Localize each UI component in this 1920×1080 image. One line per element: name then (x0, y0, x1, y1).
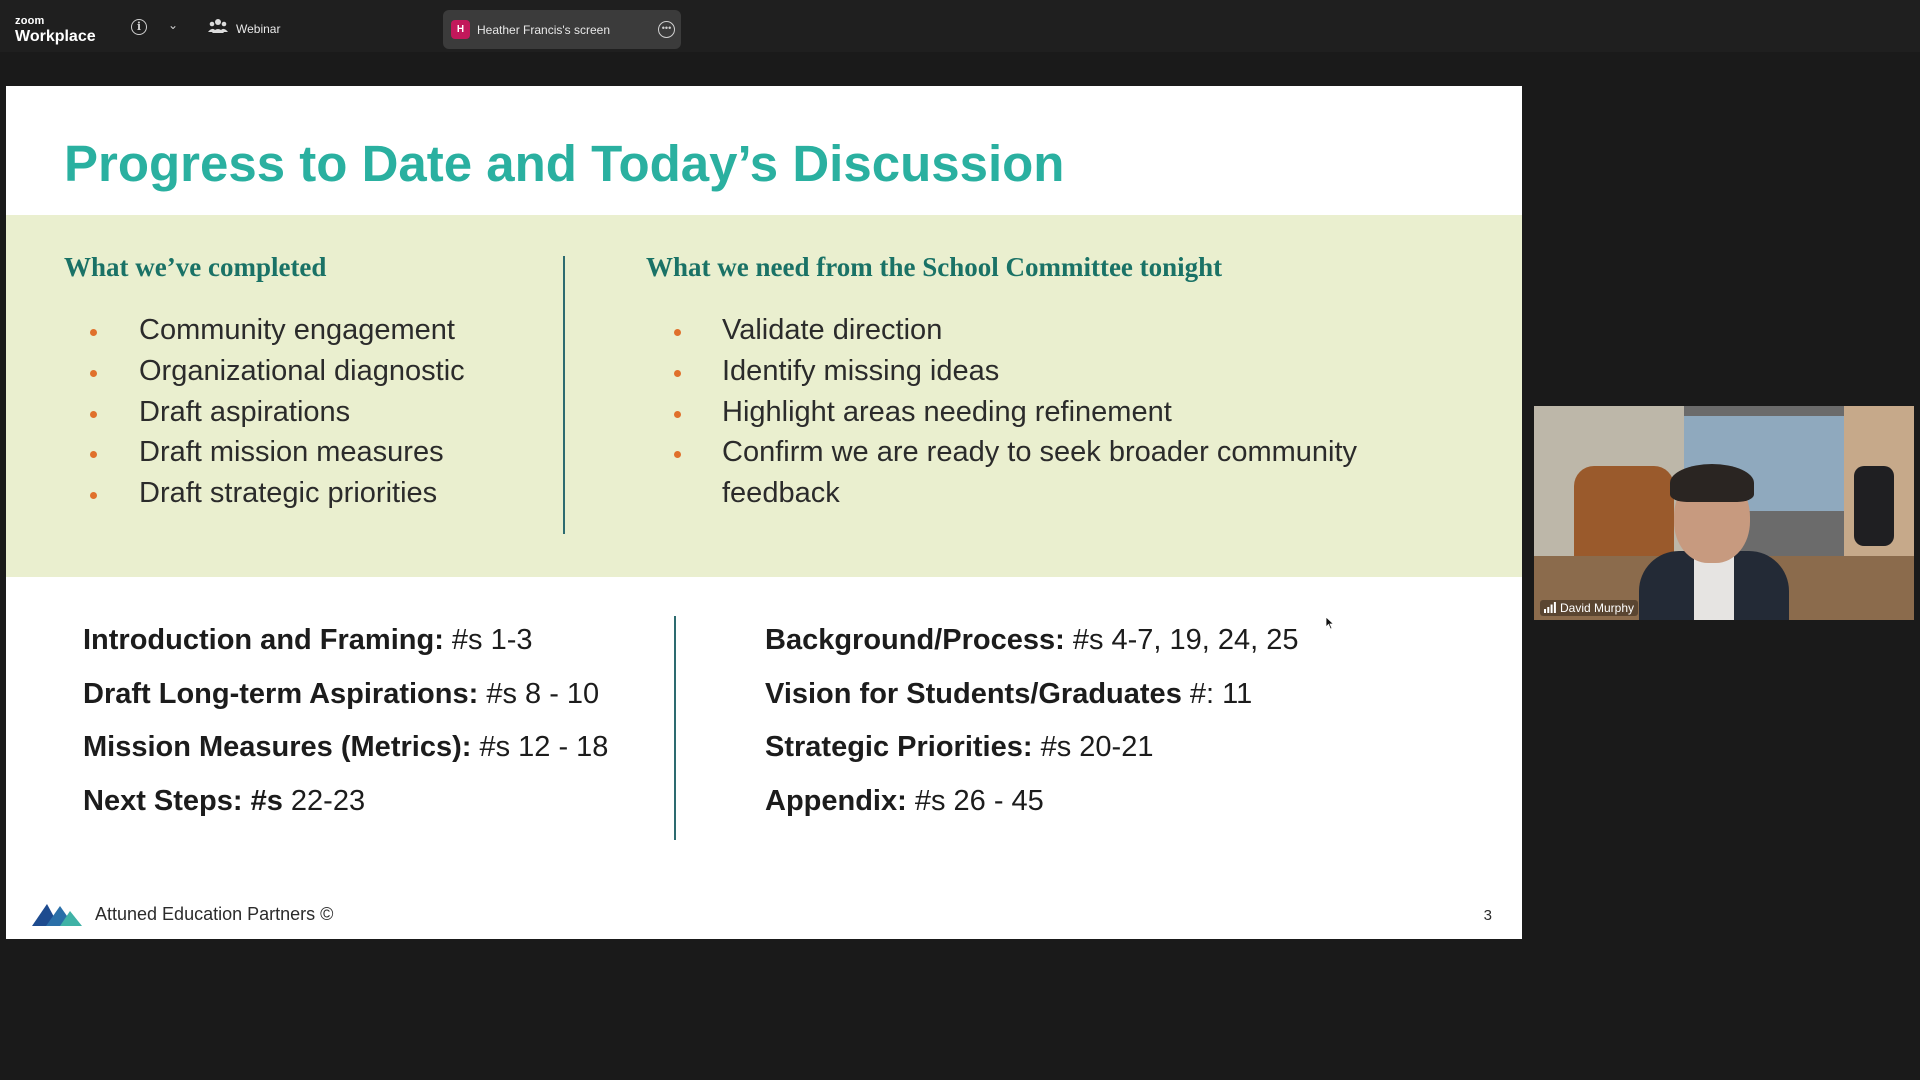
list-item: Draft aspirations (64, 392, 465, 433)
video-person-shirt (1694, 556, 1734, 620)
footer-text: Attuned Education Partners © (95, 904, 334, 924)
signal-icon (1544, 602, 1556, 613)
bullet-dot (90, 451, 97, 458)
list-item: Highlight areas needing refinement (646, 392, 1357, 433)
agenda-row: Mission Measures (Metrics): #s 12 - 18 (83, 731, 609, 763)
page-number: 3 (1483, 907, 1492, 924)
agenda-row: Appendix: #s 26 - 45 (765, 784, 1044, 817)
participant-name: David Murphy (1560, 601, 1635, 615)
logo-top: zoom (15, 15, 45, 27)
sharer-avatar: H (451, 20, 470, 39)
list-item: Confirm we are ready to seek broader community (646, 432, 1357, 473)
column-divider (563, 256, 565, 534)
bullet-dot (674, 411, 681, 418)
company-logo (32, 902, 82, 926)
bullet-dot (90, 370, 97, 377)
slide-title: Progress to Date and Today’s Discussion (64, 135, 1065, 192)
agenda-right (765, 620, 1299, 834)
video-person-hair (1670, 464, 1754, 502)
list-item: Community engagement (64, 310, 465, 351)
more-icon[interactable]: ••• (658, 21, 675, 38)
list-item-continuation: feedback (722, 477, 840, 510)
chevron-down-icon[interactable]: ⌄ (168, 18, 179, 32)
bullet-dot (674, 451, 681, 458)
participant-video-tile[interactable] (1534, 406, 1914, 620)
needs-heading: What we need from the School Committee tonight (646, 252, 1223, 282)
completed-list (64, 310, 465, 514)
share-label: Heather Francis's screen (477, 23, 611, 37)
agenda-row: Next Steps: #s 22-23 (83, 784, 366, 817)
bullet-dot (674, 370, 681, 377)
video-coat (1854, 466, 1894, 546)
agenda-left (83, 620, 608, 834)
bullet-dot (90, 329, 97, 336)
agenda-row: Introduction and Framing: #s 1-3 (83, 624, 533, 656)
screen-share-indicator[interactable] (443, 10, 681, 49)
mouse-cursor (1325, 616, 1335, 630)
zoom-workplace-logo[interactable] (15, 16, 96, 45)
list-item: Organizational diagnostic (64, 351, 465, 392)
logo-bottom: Workplace (15, 28, 96, 45)
needs-list (646, 310, 1357, 514)
list-item: Validate direction (646, 310, 1357, 351)
agenda-row: Draft Long-term Aspirations: #s 8 - 10 (83, 677, 600, 710)
webinar-label[interactable]: Webinar (236, 22, 281, 36)
agenda-row: Vision for Students/Graduates #: 11 (765, 677, 1253, 710)
webinar-icon[interactable] (208, 18, 228, 34)
bullet-dot (90, 411, 97, 418)
agenda-row: Strategic Priorities: #s 20-21 (765, 731, 1154, 763)
list-item: Draft mission measures (64, 432, 465, 473)
shared-slide (6, 86, 1522, 939)
completed-heading: What we’ve completed (64, 252, 327, 282)
zoom-toolbar (0, 0, 1920, 52)
participant-name-tag (1540, 600, 1638, 616)
info-icon[interactable]: i (131, 19, 147, 35)
bullet-dot (674, 329, 681, 336)
summary-band (6, 215, 1522, 577)
bullet-dot (90, 492, 97, 499)
list-item: Draft strategic priorities (64, 473, 465, 514)
agenda-divider (674, 616, 676, 840)
list-item: Identify missing ideas (646, 351, 1357, 392)
agenda-row: Background/Process: #s 4-7, 19, 24, 25 (765, 624, 1299, 656)
